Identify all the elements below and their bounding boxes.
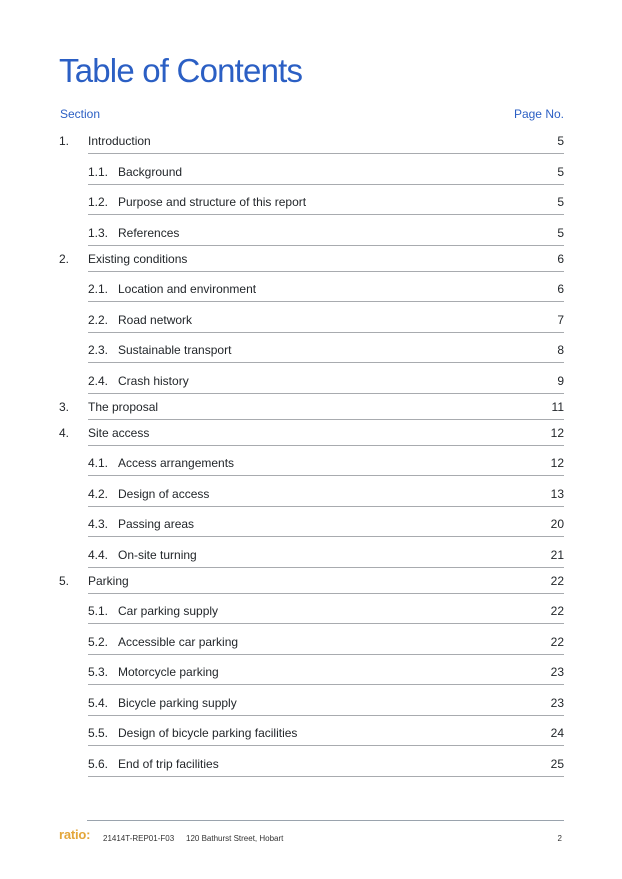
toc-entry-number: 5.2.: [88, 634, 109, 649]
toc-entry-number: 5.6.: [88, 756, 109, 771]
toc-entry-page: 23: [550, 695, 564, 710]
page-title: Table of Contents: [59, 52, 303, 89]
toc-entry-number: 5.: [59, 573, 70, 588]
toc-entry-title: Site access: [88, 425, 150, 440]
toc-entry-title: Crash history: [118, 373, 189, 388]
toc-entry-page: 5: [557, 195, 564, 209]
toc-entry-page: 8: [557, 343, 564, 357]
toc-entry-page: 5: [557, 164, 564, 179]
toc-entry-page: 9: [557, 373, 564, 388]
toc-entry-title: The proposal: [88, 399, 159, 414]
document-code: 21414T-REP01-F03: [103, 834, 175, 843]
toc-subsection-row[interactable]: [88, 537, 564, 568]
toc-entry-page: 21: [550, 547, 564, 562]
toc-subsection-row[interactable]: [88, 185, 564, 216]
toc-entry-page: 5: [557, 225, 564, 240]
toc-subsection-row[interactable]: [88, 746, 564, 777]
toc-entry-title: Location and environment: [118, 282, 257, 296]
toc-entry-page: 6: [557, 251, 564, 266]
page-column-header: Page No.: [513, 107, 564, 121]
toc-subsection-row[interactable]: [88, 507, 564, 538]
toc-entry-page: 5: [557, 134, 564, 148]
toc-entry-number: 1.: [59, 134, 70, 148]
toc-entry-title: End of trip facilities: [118, 756, 219, 771]
toc-subsection-row[interactable]: [88, 716, 564, 747]
toc-entry-number: 2.3.: [88, 343, 109, 357]
toc-entry-page: 11: [551, 399, 564, 414]
toc-entry-number: 2.2.: [88, 312, 109, 327]
toc-subsection-row[interactable]: [88, 655, 564, 686]
toc-entry-page: 22: [550, 634, 564, 649]
toc-subsection-row[interactable]: [88, 446, 564, 477]
toc-entry-title: Bicycle parking supply: [118, 695, 237, 710]
toc-section-row[interactable]: [59, 568, 564, 594]
toc-section-row[interactable]: [59, 420, 564, 446]
toc-entry-page: 12: [550, 425, 564, 440]
toc-entry-number: 1.1.: [88, 164, 109, 179]
toc-entry-page: 25: [550, 756, 564, 771]
toc-entry-page: 20: [550, 517, 564, 531]
toc-entry-number: 5.3.: [88, 665, 109, 679]
toc-entry-title: Access arrangements: [118, 456, 235, 470]
toc-entry-number: 2.: [59, 251, 70, 266]
page-number: 2: [557, 834, 562, 843]
toc-subsection-row[interactable]: [88, 215, 564, 246]
toc-section-row[interactable]: [59, 394, 564, 420]
toc-section-row[interactable]: [59, 246, 564, 272]
toc-entry-number: 4.1.: [88, 456, 109, 470]
toc-entry-title: Parking: [88, 573, 129, 588]
toc-subsection-row[interactable]: [88, 302, 564, 333]
ratio-logo: ratio:: [59, 827, 91, 842]
toc-entry-number: 5.4.: [88, 695, 109, 710]
toc-list: [59, 128, 564, 777]
toc-entry-number: 4.: [59, 425, 70, 440]
toc-entry-page: 12: [550, 456, 564, 470]
toc-entry-number: 4.4.: [88, 547, 109, 562]
toc-subsection-row[interactable]: [88, 476, 564, 507]
toc-entry-number: 5.5.: [88, 726, 109, 740]
toc-entry-title: On-site turning: [118, 547, 197, 562]
toc-entry-page: 23: [550, 665, 564, 679]
toc-entry-title: Background: [118, 164, 183, 179]
toc-entry-title: Sustainable transport: [118, 343, 232, 357]
toc-entry-title: Introduction: [88, 134, 151, 148]
toc-entry-page: 22: [550, 604, 564, 618]
toc-entry-title: Car parking supply: [118, 604, 219, 618]
toc-entry-number: 2.1.: [88, 282, 109, 296]
section-column-header: Section: [60, 107, 101, 121]
toc-entry-title: Road network: [118, 312, 193, 327]
toc-entry-number: 4.3.: [88, 517, 109, 531]
toc-subsection-row[interactable]: [88, 685, 564, 716]
toc-entry-title: Passing areas: [118, 517, 195, 531]
toc-entry-number: 1.2.: [88, 195, 109, 209]
toc-entry-number: 5.1.: [88, 604, 109, 618]
toc-subsection-row[interactable]: [88, 333, 564, 364]
footer-address: 120 Bathurst Street, Hobart: [186, 834, 284, 843]
toc-subsection-row[interactable]: [88, 624, 564, 655]
toc-entry-page: 6: [557, 282, 564, 296]
toc-entry-title: Existing conditions: [88, 251, 188, 266]
toc-entry-title: Design of bicycle parking facilities: [118, 726, 298, 740]
footer-divider: [87, 820, 564, 821]
toc-section-row[interactable]: [59, 128, 564, 154]
toc-subsection-row[interactable]: [88, 154, 564, 185]
toc-subsection-row[interactable]: [88, 594, 564, 625]
toc-entry-number: 3.: [59, 399, 70, 414]
toc-entry-title: Accessible car parking: [118, 634, 239, 649]
toc-entry-page: 24: [550, 726, 564, 740]
toc-entry-number: 2.4.: [88, 373, 109, 388]
toc-entry-title: Design of access: [118, 486, 210, 501]
toc-entry-page: 7: [557, 312, 564, 327]
toc-entry-page: 22: [550, 573, 564, 588]
toc-entry-title: Purpose and structure of this report: [118, 195, 307, 209]
toc-entry-title: References: [118, 225, 180, 240]
toc-subsection-row[interactable]: [88, 272, 564, 303]
toc-entry-number: 1.3.: [88, 225, 109, 240]
toc-entry-number: 4.2.: [88, 486, 109, 501]
toc-subsection-row[interactable]: [88, 363, 564, 394]
toc-entry-page: 13: [550, 486, 564, 501]
toc-entry-title: Motorcycle parking: [118, 665, 219, 679]
